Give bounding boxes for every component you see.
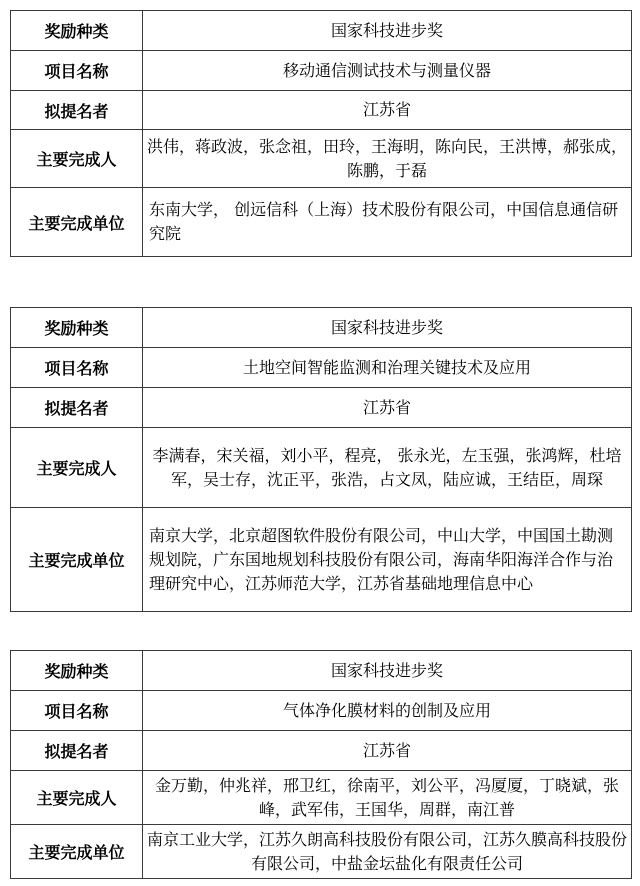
- label-award-type: 奖励种类: [11, 651, 143, 691]
- row-main-contributors: [11, 130, 632, 188]
- label-main-contributors: 主要完成人: [11, 130, 143, 188]
- row-project-name: [11, 348, 632, 388]
- nominator-value: 江苏省: [143, 388, 632, 428]
- label-main-units: 主要完成单位: [11, 508, 143, 612]
- label-project-name: 项目名称: [11, 51, 143, 91]
- row-main-contributors: [11, 771, 632, 825]
- label-main-units: 主要完成单位: [11, 825, 143, 879]
- row-main-contributors: [11, 428, 632, 508]
- label-award-type: 奖励种类: [11, 308, 143, 348]
- main-contributors-value: 金万勤，仲兆祥，邢卫红，徐南平，刘公平，冯厦厦，丁晓斌，张峰，武军伟，王国华，周群，南江普: [143, 771, 632, 825]
- main-contributors-value: 李满春，宋关福，刘小平，程亮， 张永光，左玉强，张鸿辉，杜培军，吴士存，沈正平，张浩，占文凤，陆应诚，王结臣，周琛: [143, 428, 632, 508]
- label-project-name: 项目名称: [11, 348, 143, 388]
- row-nominator: [11, 91, 632, 130]
- label-main-contributors: 主要完成人: [11, 771, 143, 825]
- row-nominator: [11, 388, 632, 428]
- row-project-name: [11, 51, 632, 91]
- award-type-value: 国家科技进步奖: [143, 11, 632, 51]
- row-main-units: [11, 508, 632, 612]
- main-contributors-value: 洪伟，蒋政波，张念祖，田玲，王海明，陈向民，王洪博，郝张成，陈鹏，于磊: [143, 130, 632, 188]
- label-nominator: 拟提名者: [11, 388, 143, 428]
- label-award-type: 奖励种类: [11, 11, 143, 51]
- nominator-value: 江苏省: [143, 731, 632, 771]
- award-table-2: [10, 307, 632, 612]
- project-name-value: 气体净化膜材料的创制及应用: [143, 691, 632, 731]
- label-nominator: 拟提名者: [11, 731, 143, 771]
- main-units-value: 南京工业大学，江苏久朗高科技股份有限公司，江苏久膜高科技股份有限公司，中盐金坛盐化有限责任公司: [143, 825, 632, 879]
- award-type-value: 国家科技进步奖: [143, 651, 632, 691]
- row-main-units: [11, 188, 632, 257]
- award-table-3: [10, 650, 632, 879]
- award-table-1: [10, 10, 632, 257]
- project-name-value: 移动通信测试技术与测量仪器: [143, 51, 632, 91]
- label-main-contributors: 主要完成人: [11, 428, 143, 508]
- nominator-value: 江苏省: [143, 91, 632, 130]
- row-nominator: [11, 731, 632, 771]
- row-award-type: [11, 651, 632, 691]
- main-units-value: 东南大学， 创远信科（上海）技术股份有限公司，中国信息通信研究院: [143, 188, 632, 257]
- award-type-value: 国家科技进步奖: [143, 308, 632, 348]
- project-name-value: 土地空间智能监测和治理关键技术及应用: [143, 348, 632, 388]
- label-project-name: 项目名称: [11, 691, 143, 731]
- row-award-type: [11, 308, 632, 348]
- main-units-value: 南京大学，北京超图软件股份有限公司，中山大学，中国国土勘测规划院，广东国地规划科技股份有限公司，海南华阳海洋合作与治理研究中心，江苏师范大学，江苏省基础地理信息中心: [143, 508, 632, 612]
- row-main-units: [11, 825, 632, 879]
- label-nominator: 拟提名者: [11, 91, 143, 130]
- row-project-name: [11, 691, 632, 731]
- label-main-units: 主要完成单位: [11, 188, 143, 257]
- row-award-type: [11, 11, 632, 51]
